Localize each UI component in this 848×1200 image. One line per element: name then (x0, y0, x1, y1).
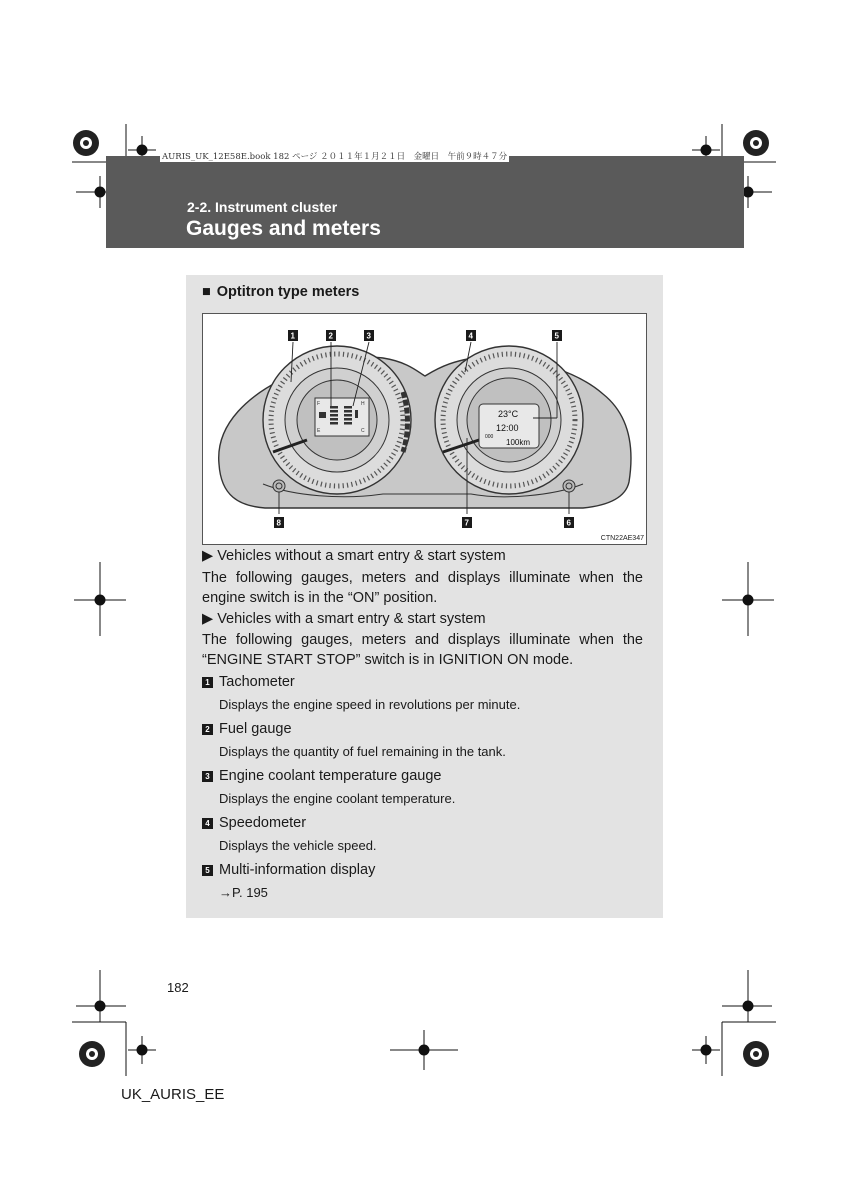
condition-text-1: The following gauges, meters and displays illuminate when the engine switch is in the “ON” position. (202, 570, 643, 606)
instrument-cluster-illustration (203, 314, 646, 544)
callout-5: 5 (554, 331, 559, 341)
number-badge: 3 (202, 771, 213, 782)
figure-code: CTN22AE347 (600, 535, 644, 542)
condition-label: Vehicles without a smart entry & start system (217, 548, 506, 564)
item-title: Tachometer (219, 674, 295, 690)
display-temperature: 23°C (498, 409, 519, 419)
number-badge: 4 (202, 818, 213, 829)
callout-3: 3 (366, 331, 371, 341)
instrument-cluster-figure (202, 313, 647, 545)
print-info: AURIS_UK_12E58E.book 182 ページ ２０１１年１月２１日 金曜日 午前９時４７分 (162, 152, 508, 162)
item-description: Displays the engine coolant temperature. (219, 791, 456, 806)
triangle-bullet-icon: ▶ (202, 611, 214, 627)
item-coolant-gauge (202, 768, 442, 784)
condition-text-2: The following gauges, meters and displays illuminate when the “ENGINE START STOP” switch is in IGNITION ON mode. (202, 632, 643, 668)
square-bullet-icon: ■ (202, 284, 211, 300)
callout-6: 6 (566, 518, 571, 528)
starburst-mark-bottom-right (743, 1041, 769, 1067)
page-title: Gauges and meters (186, 217, 381, 240)
fuel-low-label: E (317, 428, 321, 434)
fuel-high-label: F (317, 401, 321, 407)
display-clock: 12:00 (496, 423, 519, 433)
callout-2: 2 (328, 331, 333, 341)
display-distance: 100km (506, 438, 531, 447)
item-title: Multi-information display (219, 862, 376, 878)
item-title: Engine coolant temperature gauge (219, 768, 442, 784)
number-badge: 2 (202, 724, 213, 735)
item-tachometer (202, 674, 295, 690)
callout-1: 1 (290, 331, 295, 341)
starburst-mark-top-right (743, 130, 769, 156)
condition-heading-2 (202, 611, 486, 627)
callout-4: 4 (468, 331, 473, 341)
item-multi-info-display (202, 862, 375, 878)
temp-low-label: C (361, 428, 365, 434)
condition-label: Vehicles with a smart entry & start system (217, 611, 486, 627)
starburst-mark-bottom-left (79, 1041, 105, 1067)
item-title: Speedometer (219, 815, 307, 831)
display-odo: 000 (485, 434, 494, 440)
page-number: 182 (167, 980, 189, 995)
callout-8: 8 (276, 518, 281, 528)
item-fuel-gauge (202, 721, 292, 737)
item-description: Displays the engine speed in revolutions per minute. (219, 697, 521, 712)
triangle-bullet-icon: ▶ (202, 548, 214, 564)
sub-heading (202, 284, 359, 300)
footer-code: UK_AURIS_EE (121, 1086, 225, 1103)
number-badge: 1 (202, 677, 213, 688)
item-title: Fuel gauge (219, 721, 292, 737)
number-badge: 5 (202, 865, 213, 876)
item-speedometer (202, 815, 306, 831)
callout-7: 7 (464, 518, 469, 528)
condition-heading-1 (202, 548, 506, 564)
temp-high-label: H (361, 401, 365, 407)
sub-heading-text: Optitron type meters (216, 284, 360, 300)
item-description: Displays the vehicle speed. (219, 838, 377, 853)
item-description: Displays the quantity of fuel remaining in the tank. (219, 744, 506, 759)
section-heading: 2-2. Instrument cluster (187, 199, 338, 215)
starburst-mark-top-left (73, 130, 99, 156)
page-reference-link[interactable]: →P. 195 (219, 885, 268, 900)
